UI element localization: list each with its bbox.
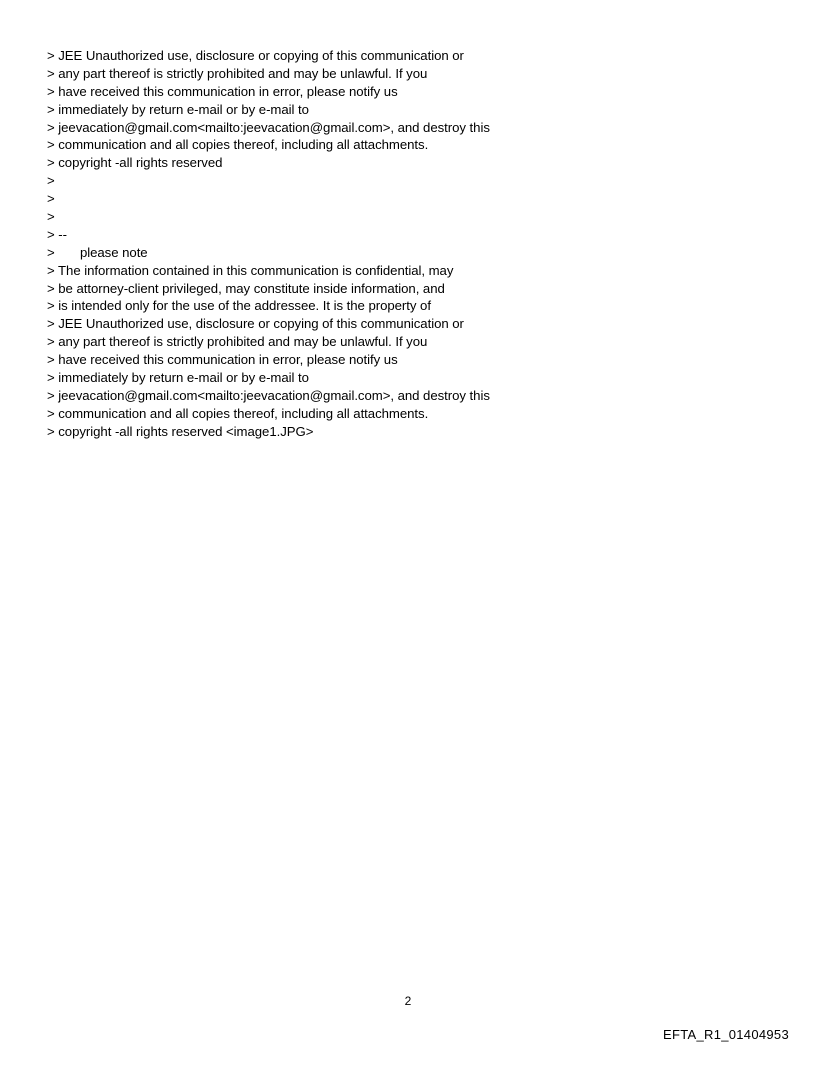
text-line: > have received this communication in error, please notify us xyxy=(47,352,398,368)
text-line: > xyxy=(47,191,55,207)
text-line: > xyxy=(47,173,55,189)
text-line: > have received this communication in error, please notify us xyxy=(47,83,398,99)
text-line: > The information contained in this communication is confidential, may xyxy=(47,262,454,278)
text-line: > JEE Unauthorized use, disclosure or copying of this communication or xyxy=(47,316,464,332)
text-line: > please note xyxy=(47,244,148,260)
text-line: > is intended only for the use of the addressee. It is the property of xyxy=(47,298,431,314)
email-body xyxy=(47,47,747,441)
text-line: > -- xyxy=(47,226,67,242)
text-line: > be attorney-client privileged, may constitute inside information, and xyxy=(47,280,445,296)
text-line: > jeevacation@gmail.com<mailto:jeevacation@gmail.com>, and destroy this xyxy=(47,387,490,403)
text-line: > jeevacation@gmail.com<mailto:jeevacation@gmail.com>, and destroy this xyxy=(47,119,490,135)
text-line: > immediately by return e-mail or by e-mail to xyxy=(47,101,309,117)
text-line: > communication and all copies thereof, including all attachments. xyxy=(47,405,429,421)
text-line: > copyright -all rights reserved <image1.JPG> xyxy=(47,423,314,439)
document-id-stamp: EFTA_R1_01404953 xyxy=(663,1027,789,1042)
page-number: 2 xyxy=(404,994,412,1008)
text-line: > JEE Unauthorized use, disclosure or copying of this communication or xyxy=(47,48,464,63)
text-line: > any part thereof is strictly prohibited and may be unlawful. If you xyxy=(47,65,428,81)
text-line: > communication and all copies thereof, including all attachments. xyxy=(47,137,429,153)
text-line: > immediately by return e-mail or by e-mail to xyxy=(47,370,309,386)
text-line: > xyxy=(47,209,55,225)
text-line: > copyright -all rights reserved xyxy=(47,155,223,171)
text-line: > any part thereof is strictly prohibited and may be unlawful. If you xyxy=(47,334,428,350)
